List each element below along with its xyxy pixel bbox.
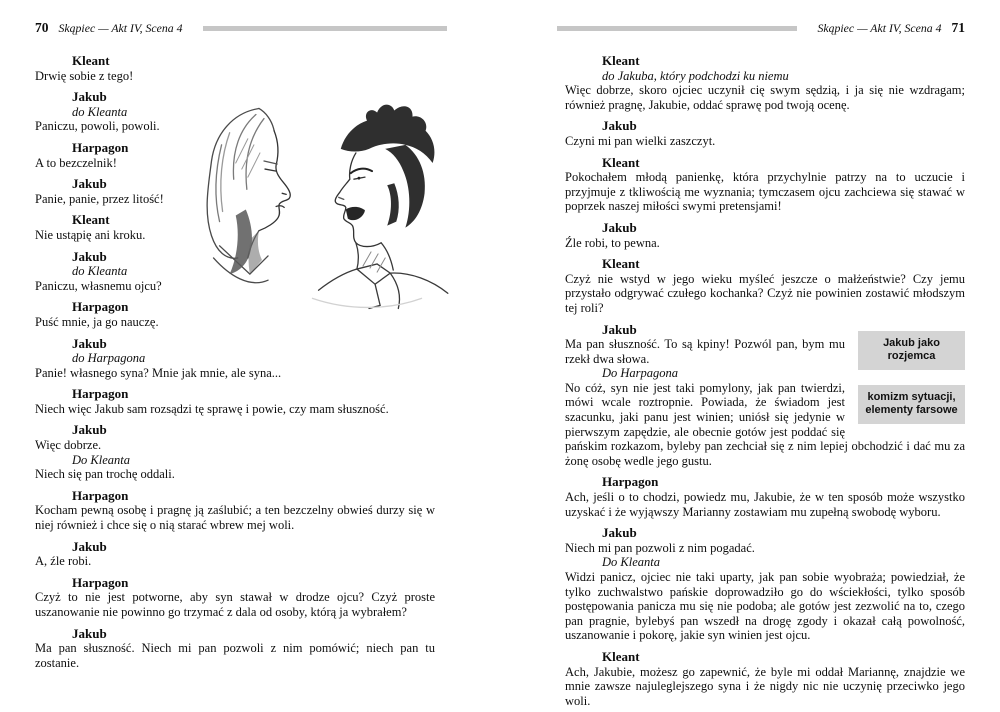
- dialogue-text: No cóż, syn nie jest taki pomylony, jak pan twierdzi, mówi wcale roztropnie. Powiada, że świadom jest szacunku, jaki panu jest winien; uniósł się jedynie w pierwszym zapędzie, ale obecnie gotów jest poddać się pańskim rozkazom, byleby pan zechciał się z nim lepiej obchodzić i dać mu za żonę osobę wedle jego gustu.: [565, 380, 965, 468]
- speaker-name: Jakub: [72, 538, 107, 554]
- stage-direction: do Kleanta: [72, 104, 128, 119]
- left-header-rule: [203, 26, 447, 31]
- dialogue-text: A, źle robi.: [35, 554, 92, 569]
- dialogue-block: [35, 489, 435, 533]
- speaker-name: Harpagon: [72, 386, 129, 402]
- right-page-number: 71: [951, 20, 965, 35]
- speaker-name: Jakub: [72, 248, 107, 264]
- speaker-name: Jakub: [72, 176, 107, 192]
- dialogue-text: Czyż nie wstyd w jego wieku myśleć jeszcze o małżeństwie? Czy jemu przystało odgrywać czułego kochanka? Czyż nie powinien zostawić młodszym tej roli?: [565, 271, 965, 315]
- dialogue-block: [565, 119, 965, 148]
- margin-notes: [858, 331, 965, 424]
- stage-direction: do Kleanta: [72, 264, 128, 279]
- dialogue-block: [565, 156, 965, 214]
- dialogue-text: Ma pan słuszność. Niech mi pan pozwoli z nim pomówić; niech pan tu zostanie.: [35, 641, 435, 670]
- dialogue-text: Więc dobrze, skoro ojciec uczynił cię swym sędzią, i ja się nie wzdragam; również pragnę, Jakubie, oddać sprawę pod twoją ocenę.: [565, 83, 965, 112]
- dialogue-block: [35, 387, 435, 416]
- speaker-name: Harpagon: [72, 139, 129, 155]
- right-page-header: [565, 20, 965, 36]
- speaker-name: Kleant: [602, 53, 640, 68]
- dialogue-block: [565, 475, 965, 519]
- right-header-rule: [557, 26, 797, 31]
- dialogue-text: Panie, panie, przez litość!: [35, 191, 164, 206]
- margin-note-box: Jakub jako rozjemca: [858, 331, 965, 370]
- dialogue-block: [35, 337, 435, 381]
- speaker-name: Jakub: [602, 219, 637, 235]
- margin-note-box: komizm sytuacji, elementy farsowe: [858, 385, 965, 424]
- dialogue-text: Kocham pewną osobę i pragnę ją zaślubić; a ten bezczelny obwieś durzy się w niej również i chce się o nią starać wbrew mej woli.: [35, 503, 435, 533]
- dialogue-text: A to bezczelnik!: [35, 155, 117, 170]
- dialogue-text: Źle robi, to pewna.: [565, 235, 660, 250]
- stage-direction: do Jakuba, który podchodzi ku niemu: [602, 68, 789, 83]
- speaker-name: Harpagon: [72, 299, 129, 315]
- page-right: [565, 0, 965, 712]
- dialogue-text: Nie ustąpię ani kroku.: [35, 227, 146, 242]
- left-page-number: 70: [35, 20, 49, 35]
- dialogue-text: Paniczu, własnemu ojcu?: [35, 278, 162, 293]
- dialogue-text: Puść mnie, ja go nauczę.: [35, 314, 159, 329]
- dialogue-text: Ach, jeśli o to chodzi, powiedz mu, Jakubie, że w ten sposób może wszystko uzyskać i że wyjąwszy Marianny zostawiam mu zupełną swobodę wyboru.: [565, 490, 965, 519]
- speaker-name: Kleant: [602, 154, 640, 170]
- dialogue-text: Pokochałem młodą panienkę, która przychylnie patrzy na to uczucie i przyjmuje z tkliwością me wyznania; tymczasem ojcu zachciewa się stawać w poprzek naszej miłości swymi pretensjami!: [565, 170, 965, 214]
- dialogue-block: [565, 221, 965, 250]
- speaker-name: Kleant: [72, 53, 110, 68]
- page-left: [35, 0, 435, 712]
- dialogue-text: Panie! własnego syna? Mnie jak mnie, ale syna...: [35, 365, 282, 380]
- dialogue-text: Widzi panicz, ojciec nie taki uparty, jak pan sobie wyobraża; powiedział, że tylko zuchwalstwo pańskie doprowadziło go do wściekłości, tylko sposób postępowania panicza mu się nie podoba; ale gotów jest zezwolić na to, czego pan pragnie, bylebyś pan wszedł na drogę zgody i okazał całą powolność, uszanowanie i pokorę, jakie syn winien jest ojcu.: [565, 570, 965, 643]
- dialogue-block: [565, 323, 965, 469]
- speaker-name: Jakub: [602, 321, 637, 337]
- stage-direction: Do Harpagona: [602, 366, 679, 381]
- speaker-name: Jakub: [72, 422, 107, 438]
- speaker-name: Jakub: [602, 118, 637, 134]
- speaker-name: Harpagon: [72, 487, 129, 503]
- dialogue-text: Czyni mi pan wielki zaszczyt.: [565, 133, 716, 148]
- dialogue-text: Więc dobrze.: [35, 438, 102, 453]
- speaker-name: Jakub: [72, 625, 107, 641]
- dialogue-block: [35, 576, 435, 620]
- right-running-title: Skąpiec — Akt IV, Scena 4: [817, 20, 942, 35]
- stage-direction: Do Kleanta: [602, 555, 660, 570]
- speaker-name: Kleant: [602, 256, 640, 272]
- speaker-name: Kleant: [72, 212, 110, 228]
- dialogue-text: Niech więc Jakub sam rozsądzi tę sprawę i powie, czy mam słuszność.: [35, 401, 389, 416]
- dialogue-text: Ach, Jakubie, możesz go zapewnić, że byle mi oddał Mariannę, znajdzie we mnie zawsze najuleglejszego syna i że nigdy nic nie uczynię przeciwko jego woli.: [565, 664, 965, 708]
- speaker-name: Harpagon: [72, 574, 129, 590]
- dialogue-text: Ma pan słuszność. To są kpiny! Pozwól pan, bym mu rzekł dwa słowa.: [565, 337, 845, 366]
- right-page-text: [565, 47, 965, 708]
- dialogue-block: [565, 650, 965, 708]
- speaker-name: Jakub: [602, 525, 637, 541]
- left-page-header: [35, 20, 435, 36]
- dialogue-text: Czyż to nie jest potworne, aby syn stawał w drodze ojcu? Czyż proste uszanowanie nie powinno go trzymać z dala od osoby, którą ja wybrałem?: [35, 590, 435, 619]
- dialogue-block: [565, 257, 965, 315]
- speaker-name: Jakub: [72, 335, 107, 351]
- sketch-two-men-arguing: [161, 88, 469, 336]
- dialogue-block: [35, 423, 435, 481]
- dialogue-text: Niech się pan trochę oddali.: [35, 467, 175, 482]
- speaker-name: Kleant: [602, 648, 640, 664]
- dialogue-text: Drwię sobie z tego!: [35, 68, 134, 83]
- dialogue-illustration: [161, 88, 469, 336]
- dialogue-block: [35, 540, 435, 569]
- speaker-name: Jakub: [72, 89, 107, 105]
- dialogue-text: Paniczu, powoli, powoli.: [35, 119, 160, 134]
- dialogue-block: [565, 526, 965, 643]
- stage-direction: do Harpagona: [72, 351, 146, 366]
- dialogue-block: [565, 54, 965, 112]
- left-running-title: Skąpiec — Akt IV, Scena 4: [58, 20, 183, 35]
- speaker-name: Harpagon: [602, 474, 659, 490]
- dialogue-text: Niech mi pan pozwoli z nim pogadać.: [565, 540, 755, 555]
- stage-direction: Do Kleanta: [72, 452, 130, 467]
- dialogue-block: [35, 627, 435, 671]
- dialogue-block: [35, 54, 435, 83]
